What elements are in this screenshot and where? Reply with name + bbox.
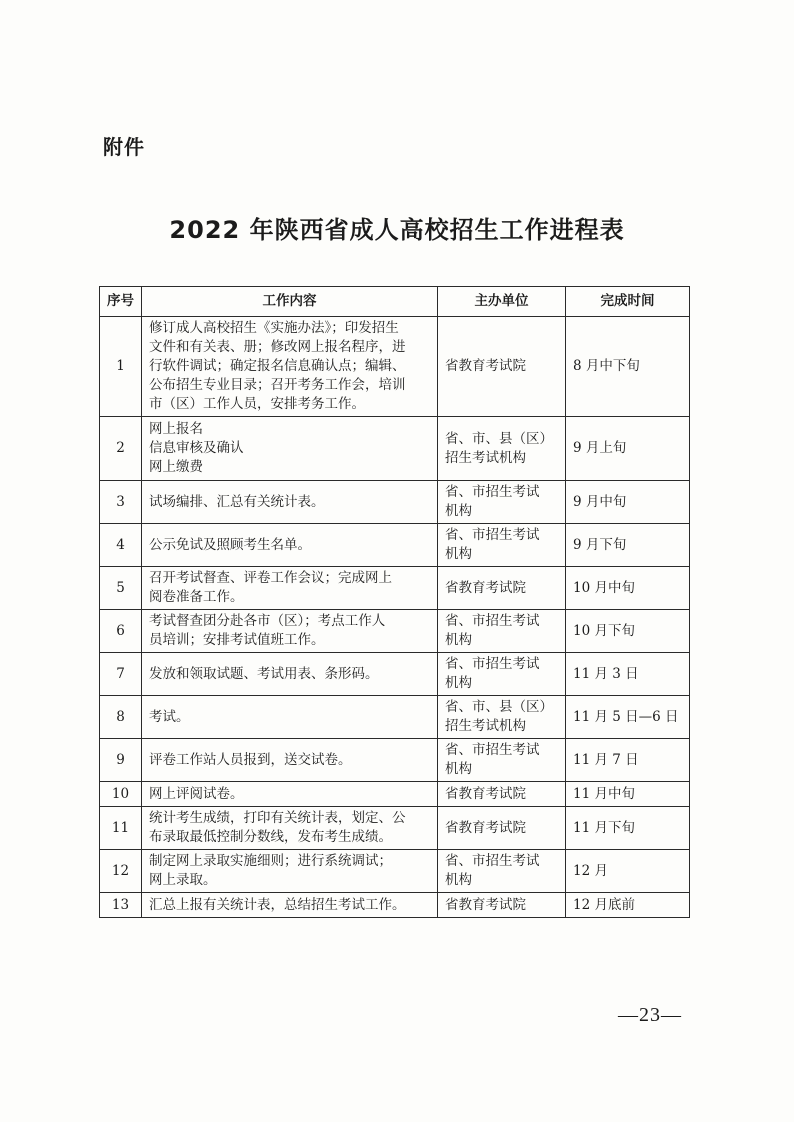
completion-time-cell: 11 月 3 日 [566,653,690,696]
organizer-cell [438,524,566,567]
completion-time-cell: 9 月中旬 [566,481,690,524]
work-content-line: 员培训；安排考试值班工作。 [149,632,325,648]
row-number: 2 [100,417,142,481]
organizer-cell [438,417,566,481]
work-content-cell [142,481,438,524]
table-body [100,317,690,918]
organizer-line: 机构 [445,872,472,888]
document-title: 2022 年陕西省成人高校招生工作进程表 [169,216,625,244]
organizer-line: 省、市招生考试 [445,853,540,869]
completion-time-cell: 9 月下旬 [566,524,690,567]
organizer-line: 机构 [445,546,472,562]
organizer-line: 招生考试机构 [445,449,526,466]
row-number: 9 [100,739,142,782]
header-content: 工作内容 [142,287,438,317]
work-content-cell [142,417,438,481]
row-number: 10 [100,782,142,807]
organizer-cell [438,893,566,918]
work-content-line: 汇总上报有关统计表，总结招生考试工作。 [149,896,406,913]
work-content-line: 网上录取。 [149,872,217,888]
organizer-line: 机构 [445,632,472,648]
organizer-line: 机构 [445,503,472,519]
organizer-line: 省、市招生考试 [445,613,540,629]
attachment-label: 附件 [103,135,145,159]
work-content-cell [142,893,438,918]
header-seq: 序号 [100,287,142,317]
completion-time-cell: 12 月底前 [566,893,690,918]
organizer-line: 省、市、县（区） [445,430,553,447]
row-number: 12 [100,850,142,893]
work-content-cell [142,850,438,893]
row-number: 3 [100,481,142,524]
table-row [100,317,690,417]
organizer-line: 机构 [445,761,472,777]
table-row [100,850,690,893]
row-number: 5 [100,567,142,610]
header-organizer: 主办单位 [438,287,566,317]
work-content-line: 行软件调试；确定报名信息确认点；编辑、 [149,358,406,374]
organizer-line: 省、市招生考试 [445,484,540,500]
table-header-row [100,287,690,317]
completion-time-cell: 9 月上旬 [566,417,690,481]
organizer-line: 省、市、县（区） [445,699,553,715]
organizer-line: 省、市招生考试 [445,742,540,758]
schedule-table [99,286,690,918]
row-number: 6 [100,610,142,653]
table-row [100,524,690,567]
work-content-line: 考试督查团分赴各市（区）；考点工作人 [149,613,386,629]
row-number: 8 [100,696,142,739]
completion-time-cell: 8 月中下旬 [566,317,690,417]
work-content-cell [142,696,438,739]
work-content-cell [142,567,438,610]
row-number: 1 [100,317,142,417]
organizer-line: 机构 [445,675,472,691]
organizer-cell [438,739,566,782]
table-row [100,696,690,739]
organizer-line: 省教育考试院 [445,358,526,374]
work-content-line: 试场编排、汇总有关统计表。 [149,493,325,510]
work-content-line: 文件和有关表、册；修改网上报名程序，进 [149,339,406,355]
header-completion-time: 完成时间 [566,287,690,317]
row-number: 13 [100,893,142,918]
work-content-cell [142,739,438,782]
organizer-line: 省、市招生考试 [445,656,540,672]
completion-time-cell: 11 月 5 日—6 日 [566,696,690,739]
organizer-cell [438,696,566,739]
organizer-line: 省、市招生考试 [445,527,540,543]
work-content-line: 考试。 [149,708,190,725]
work-content-line: 统计考生成绩，打印有关统计表，划定、公 [149,810,406,826]
work-content-line: 市（区）工作人员，安排考务工作。 [149,396,365,412]
completion-time-cell: 12 月 [566,850,690,893]
row-number: 4 [100,524,142,567]
work-content-line: 召开考试督查、评卷工作会议；完成网上 [149,570,392,586]
organizer-cell [438,807,566,850]
table-row [100,567,690,610]
work-content-line: 阅卷准备工作。 [149,589,244,605]
table-row [100,610,690,653]
table-row [100,807,690,850]
organizer-line: 省教育考试院 [445,579,526,596]
organizer-cell [438,653,566,696]
work-content-line: 网上报名 [149,421,203,437]
work-content-line: 信息审核及确认 [149,440,244,456]
table-row [100,893,690,918]
work-content-cell [142,782,438,807]
work-content-line: 评卷工作站人员报到，送交试卷。 [149,751,352,768]
work-content-line: 修订成人高校招生《实施办法》；印发招生 [149,320,399,336]
table-row [100,653,690,696]
completion-time-cell: 10 月下旬 [566,610,690,653]
work-content-cell [142,610,438,653]
completion-time-cell: 11 月下旬 [566,807,690,850]
work-content-line: 网上评阅试卷。 [149,785,244,802]
work-content-line: 发放和领取试题、考试用表、条形码。 [149,665,379,682]
work-content-cell [142,524,438,567]
completion-time-cell: 10 月中旬 [566,567,690,610]
organizer-line: 招生考试机构 [445,718,526,734]
work-content-line: 公布招生专业目录；召开考务工作会，培训 [149,377,406,393]
table-row [100,782,690,807]
organizer-cell [438,782,566,807]
table-row [100,417,690,481]
organizer-line: 省教育考试院 [445,785,526,802]
work-content-line: 网上缴费 [149,459,203,475]
table-row [100,481,690,524]
organizer-cell [438,610,566,653]
organizer-line: 省教育考试院 [445,819,526,836]
row-number: 11 [100,807,142,850]
row-number: 7 [100,653,142,696]
work-content-cell [142,653,438,696]
table-row [100,739,690,782]
work-content-cell [142,807,438,850]
organizer-cell [438,317,566,417]
organizer-line: 省教育考试院 [445,896,526,913]
organizer-cell [438,567,566,610]
work-content-line: 制定网上录取实施细则；进行系统调试； [149,853,392,869]
organizer-cell [438,850,566,893]
page-number: —23— [618,1004,682,1026]
work-content-line: 公示免试及照顾考生名单。 [149,536,311,553]
completion-time-cell: 11 月中旬 [566,782,690,807]
work-content-cell [142,317,438,417]
completion-time-cell: 11 月 7 日 [566,739,690,782]
work-content-line: 布录取最低控制分数线，发布考生成绩。 [149,829,392,845]
organizer-cell [438,481,566,524]
